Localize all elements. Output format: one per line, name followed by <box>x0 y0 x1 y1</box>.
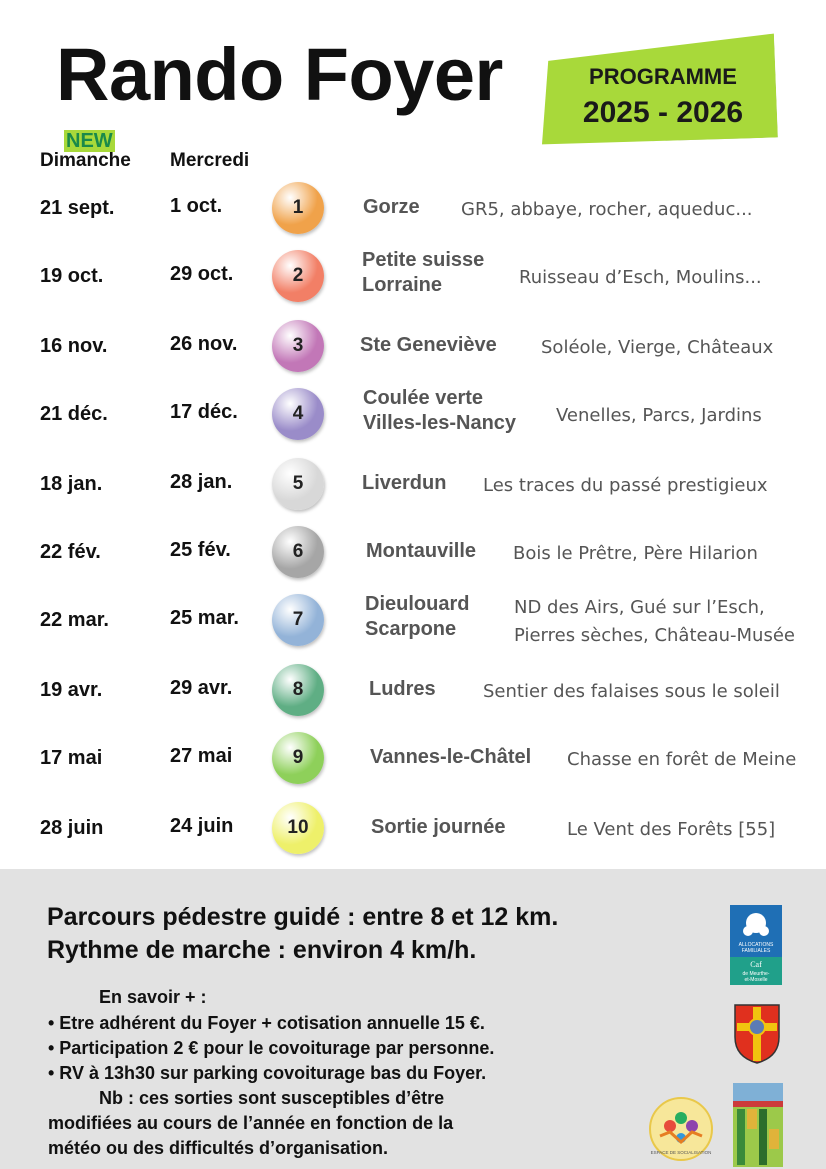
bullet-membership: • Etre adhérent du Foyer + cotisation annuelle 15 €. <box>48 1013 485 1033</box>
outing-number-badge: 10 <box>272 802 324 854</box>
more-info-title: En savoir + : <box>99 987 207 1007</box>
outing-row <box>0 180 826 240</box>
outing-row <box>0 248 826 308</box>
outing-description: Chasse en forêt de Meine <box>567 749 797 770</box>
outing-place: Coulée verte <box>363 387 484 409</box>
sunday-date: 28 juin <box>40 817 104 839</box>
sunday-date: 21 sept. <box>40 197 115 219</box>
outing-description: Bois le Prêtre, Père Hilarion <box>513 543 758 564</box>
outing-place: Gorze <box>363 196 420 218</box>
sunday-date: 17 mai <box>40 747 103 769</box>
outing-number-badge: 8 <box>272 664 324 716</box>
outing-number-badge: 6 <box>272 526 324 578</box>
outing-place: Lorraine <box>362 274 443 296</box>
column-header-sunday: Dimanche <box>40 150 131 171</box>
outing-number-badge: 4 <box>272 388 324 440</box>
outing-number-badge: 9 <box>272 732 324 784</box>
outing-number-badge: 7 <box>272 594 324 646</box>
caf-text-3: Caf <box>750 960 762 969</box>
outing-place: Petite suisse <box>362 249 485 271</box>
note-line-1: Nb : ces sorties sont susceptibles d’être <box>99 1088 445 1108</box>
building-logo <box>733 1083 783 1167</box>
outing-row <box>0 730 826 790</box>
outing-place: Ste Geneviève <box>360 334 497 356</box>
outing-description: ND des Airs, Gué sur l’Esch, <box>514 597 765 618</box>
outing-row <box>0 800 826 860</box>
sunday-date: 22 mar. <box>40 609 109 631</box>
wednesday-date: 29 avr. <box>170 677 233 699</box>
bullet-carpool: • Participation 2 € pour le covoiturage par personne. <box>48 1038 495 1058</box>
sunday-date: 19 oct. <box>40 265 104 287</box>
centre-logo-text: ESPACE DE SOCIALISATION <box>650 1150 712 1155</box>
outing-row <box>0 662 826 722</box>
wednesday-date: 25 mar. <box>170 607 239 629</box>
outing-place: Ludres <box>369 678 436 700</box>
caf-text-5: et-Moselle <box>744 977 768 983</box>
outing-description: Pierres sèches, Château-Musée <box>514 625 795 646</box>
wednesday-date: 1 oct. <box>170 195 223 217</box>
outing-number-badge: 3 <box>272 320 324 372</box>
distance-info: Parcours pédestre guidé : entre 8 et 12 km. <box>47 903 559 931</box>
programme-years: 2025 - 2026 <box>582 96 744 129</box>
outing-place: Villes-les-Nancy <box>363 412 517 434</box>
outing-row <box>0 592 826 652</box>
note-line-3: météo ou des difficultés d’organisation. <box>48 1138 389 1158</box>
sunday-date: 21 déc. <box>40 403 108 425</box>
caf-text-4: de Meurthe- <box>742 971 770 977</box>
caf-text-1: ALLOCATIONS <box>738 942 774 948</box>
wednesday-date: 29 oct. <box>170 263 234 285</box>
outing-number-badge: 2 <box>272 250 324 302</box>
outing-place: Dieulouard <box>365 593 470 615</box>
caf-logo <box>730 905 782 985</box>
note-line-2: modifiées au cours de l’année en fonction de la <box>48 1113 454 1133</box>
coat-of-arms-logo <box>733 1003 781 1065</box>
programme-label: PROGRAMME <box>589 64 737 89</box>
page-title: Rando Foyer <box>56 33 503 116</box>
wednesday-date: 17 déc. <box>170 401 238 423</box>
new-badge: NEW <box>66 130 113 152</box>
outing-place: Vannes-le-Châtel <box>370 746 532 768</box>
wednesday-date: 26 nov. <box>170 333 238 355</box>
espace-socialisation-logo <box>648 1096 714 1162</box>
caf-text-2: FAMILIALES <box>741 948 771 954</box>
outing-row <box>0 524 826 584</box>
outing-number-badge: 5 <box>272 458 324 510</box>
sunday-date: 22 fév. <box>40 541 101 563</box>
bullet-meeting: • RV à 13h30 sur parking covoiturage bas du Foyer. <box>48 1063 487 1083</box>
outing-place: Scarpone <box>365 618 457 640</box>
sunday-date: 18 jan. <box>40 473 103 495</box>
wednesday-date: 25 fév. <box>170 539 231 561</box>
pace-info: Rythme de marche : environ 4 km/h. <box>47 936 477 964</box>
outing-number-badge: 1 <box>272 182 324 234</box>
outing-description: Venelles, Parcs, Jardins <box>556 405 762 426</box>
outing-place: Montauville <box>366 540 477 562</box>
outing-description: Les traces du passé prestigieux <box>483 475 768 496</box>
outing-description: Soléole, Vierge, Châteaux <box>541 337 774 358</box>
outing-row <box>0 386 826 446</box>
outing-place: Liverdun <box>362 472 447 494</box>
outing-row <box>0 318 826 378</box>
wednesday-date: 27 mai <box>170 745 233 767</box>
sunday-date: 16 nov. <box>40 335 108 357</box>
column-header-wednesday: Mercredi <box>170 150 250 171</box>
sunday-date: 19 avr. <box>40 679 103 701</box>
wednesday-date: 24 juin <box>170 815 234 837</box>
outing-description: Le Vent des Forêts [55] <box>567 819 776 840</box>
outing-description: GR5, abbaye, rocher, aqueduc... <box>461 199 753 220</box>
outing-description: Sentier des falaises sous le soleil <box>483 681 780 702</box>
outing-place: Sortie journée <box>371 816 506 838</box>
outing-description: Ruisseau d’Esch, Moulins... <box>519 267 762 288</box>
footer-info-panel <box>0 869 826 1169</box>
outing-row <box>0 456 826 516</box>
wednesday-date: 28 jan. <box>170 471 233 493</box>
